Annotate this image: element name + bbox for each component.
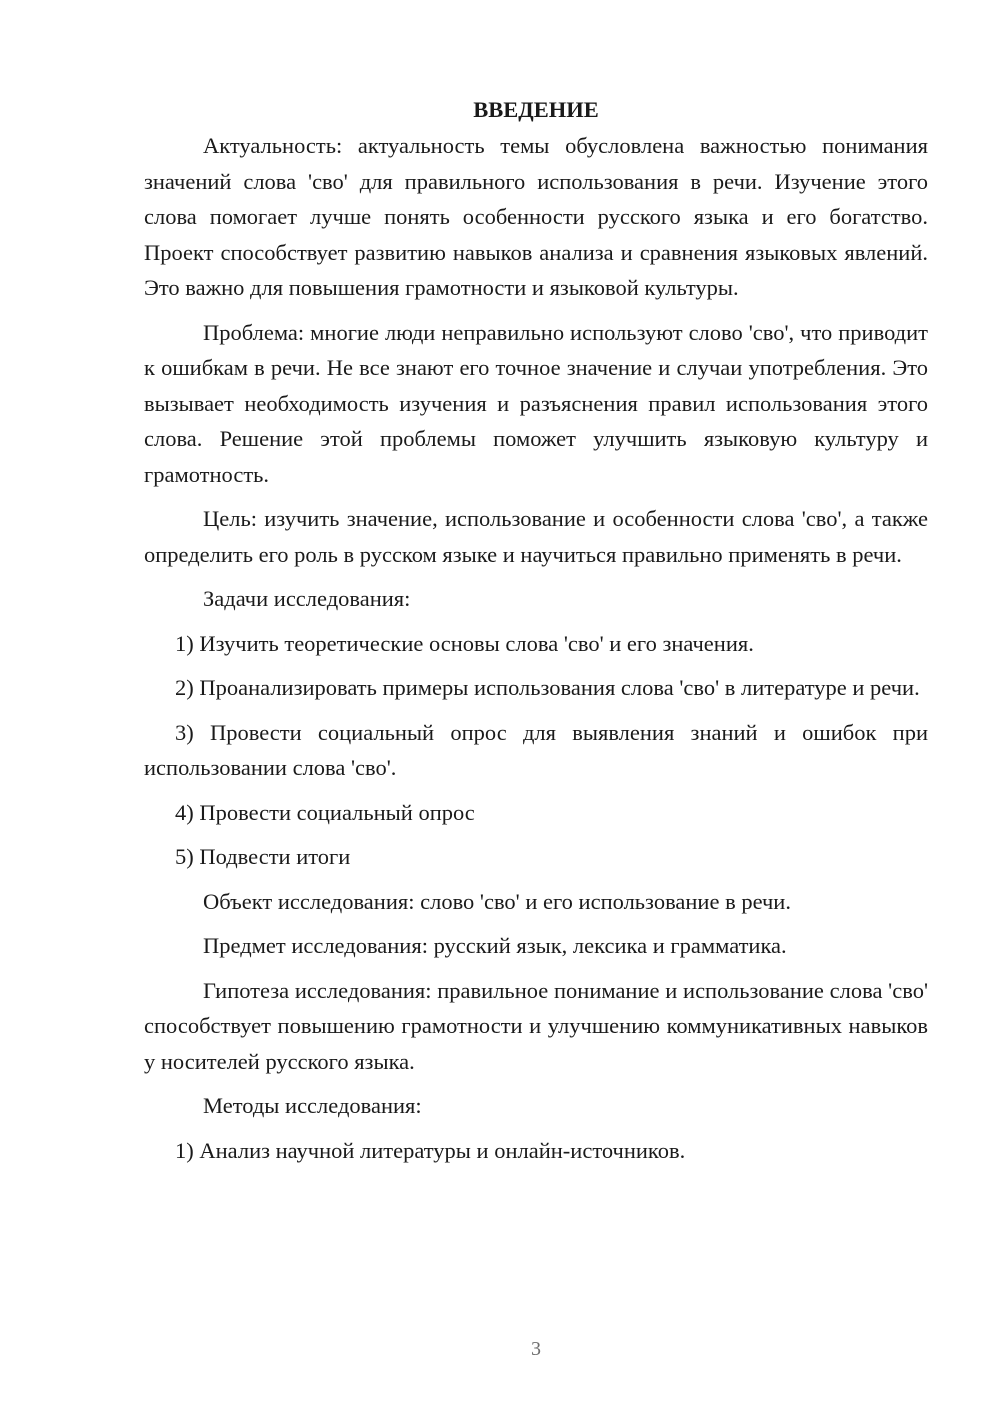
object-paragraph: Объект исследования: слово 'сво' и его использование в речи. bbox=[203, 888, 791, 914]
section-title: ВВЕДЕНИЕ bbox=[473, 97, 599, 122]
task-item-1: 1) Изучить теоретические основы слова 'сво' и его значения. bbox=[175, 630, 754, 656]
task-item-4: 4) Провести социальный опрос bbox=[175, 799, 475, 825]
problem-paragraph: Проблема: многие люди неправильно используют слово 'сво', что приводит к ошибкам в речи. Не все знают его точное значение и случаи употребления. Это вызывает необходимость изучения и разъяснения правил использования этого слова. Решение этой проблемы поможет улучшить языковую культуру и грамотность. bbox=[144, 319, 928, 487]
page-content bbox=[144, 94, 928, 1177]
relevance-paragraph: Актуальность: актуальность темы обусловлена важностью понимания значений слова 'сво' для правильного использования в речи. Изучение этого слова помогает лучше понять особенности русского языка и его богатство. Проект способствует развитию навыков анализа и сравнения языковых явлений. Это важно для повышения грамотности и языковой культуры. bbox=[144, 133, 928, 300]
methods-heading: Методы исследования: bbox=[203, 1093, 422, 1118]
tasks-heading: Задачи исследования: bbox=[203, 586, 411, 611]
task-item-5: 5) Подвести итоги bbox=[175, 844, 351, 869]
goal-paragraph: Цель: изучить значение, использование и особенности слова 'сво', а также определить его роль в русском языке и научиться правильно применять в речи. bbox=[144, 506, 928, 567]
subject-paragraph: Предмет исследования: русский язык, лексика и грамматика. bbox=[203, 933, 787, 958]
hypothesis-paragraph: Гипотеза исследования: правильное понимание и использование слова 'сво' способствует повышению грамотности и улучшению коммуникативных навыков у носителей русского языка. bbox=[144, 977, 928, 1074]
task-item-3: 3) Провести социальный опрос для выявления знаний и ошибок при использовании слова 'сво'. bbox=[144, 719, 928, 780]
page-number: 3 bbox=[531, 1338, 541, 1360]
method-item-1: 1) Анализ научной литературы и онлайн-источников. bbox=[175, 1137, 686, 1163]
task-item-2: 2) Проанализировать примеры использования слова 'сво' в литературе и речи. bbox=[175, 675, 920, 700]
